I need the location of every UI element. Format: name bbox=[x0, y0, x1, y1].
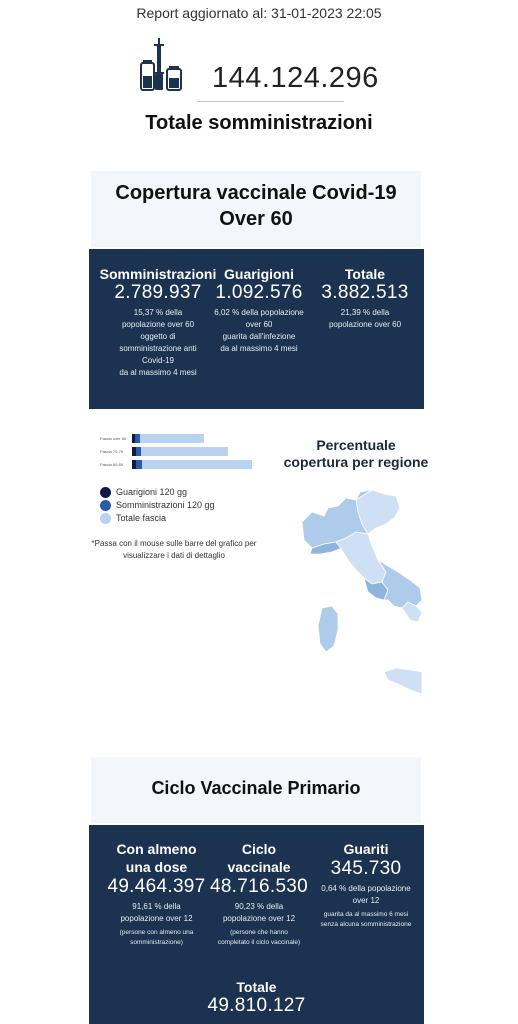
bar-category-label: Fascia 70-79 bbox=[100, 449, 124, 454]
report-date: 31-01-2023 22:05 bbox=[271, 5, 382, 21]
region-sicilia[interactable] bbox=[384, 668, 422, 694]
primary-cycle-stats-panel bbox=[89, 825, 424, 1024]
divider bbox=[198, 101, 344, 102]
bar-totale-fascia[interactable] bbox=[132, 447, 228, 456]
report-prefix: Report aggiornato al: bbox=[136, 5, 268, 21]
legend-dot-guarigioni bbox=[100, 487, 111, 498]
stat-ciclo-vaccinale: Ciclo vaccinale 48.716.530 90,23 % della popolazione over 12 (persone che hanno completato il ciclo vaccinale) bbox=[209, 841, 309, 946]
report-updated-text bbox=[0, 5, 518, 21]
legend-dot-somministrazioni bbox=[100, 500, 111, 511]
stat-guariti: Guariti 345.730 0,64 % della popolazione over 12 guarita da al massimo 6 mesi senza alcuna somministrazione bbox=[320, 841, 412, 928]
bar-totale-fascia[interactable] bbox=[132, 460, 252, 469]
over60-stats-panel bbox=[89, 249, 424, 409]
region-centro[interactable] bbox=[336, 532, 386, 584]
over60-title: Copertura vaccinale Covid-19 Over 60 bbox=[115, 182, 397, 230]
italy-regions-map[interactable] bbox=[298, 488, 422, 702]
bar-guarigioni[interactable] bbox=[132, 460, 136, 469]
legend-somministrazioni: Somministrazioni 120 gg bbox=[116, 500, 215, 510]
bar-category-label: Fascia over 80 bbox=[100, 436, 127, 441]
legend-guarigioni: Guarigioni 120 gg bbox=[116, 487, 188, 497]
bar-category-label: Fascia 60-69 bbox=[100, 462, 124, 467]
chart-hint: *Passa con il mouse sulle barre del grafico per visualizzare i dati di dettaglio bbox=[91, 539, 257, 560]
stat-almeno-una-dose: Con almeno una dose 49.464.397 91,61 % della popolazione over 12 (persone con almeno una somministrazione) bbox=[107, 841, 206, 946]
bar-totale-fascia[interactable] bbox=[132, 434, 204, 443]
bar-guarigioni[interactable] bbox=[132, 434, 135, 443]
total-administrations-label: Totale somministrazioni bbox=[145, 112, 373, 134]
legend-dot-totale bbox=[100, 513, 111, 524]
primary-cycle-title: Ciclo Vaccinale Primario bbox=[151, 778, 361, 798]
legend-totale: Totale fascia bbox=[116, 513, 167, 523]
coverage-bar-chart bbox=[100, 432, 260, 474]
bar-guarigioni[interactable] bbox=[132, 447, 136, 456]
stat-somministrazioni: Somministrazioni 2.789.937 15,37 % della popolazione over 60 oggetto di somministrazione anti Covid-19 da al massimo 4 mesi bbox=[99, 266, 217, 377]
syringe-vials-icon bbox=[140, 38, 186, 92]
stat-totale-primario: Totale 49.810.127 bbox=[207, 979, 306, 1016]
region-sardegna[interactable] bbox=[318, 606, 338, 652]
region-sud[interactable] bbox=[378, 560, 422, 608]
total-administrations-value: 144.124.296 bbox=[212, 62, 379, 94]
stat-totale: Totale 3.882.513 21,39 % della popolazione over 60 bbox=[321, 266, 409, 329]
region-calabria[interactable] bbox=[402, 602, 422, 622]
stat-guarigioni: Guarigioni 1.092.576 6,02 % della popolazione over 60 guarita dall'infezione da al massimo 4 mesi bbox=[214, 266, 304, 353]
map-title: Percentuale copertura per regione bbox=[283, 437, 429, 470]
chart-legend bbox=[100, 487, 260, 527]
